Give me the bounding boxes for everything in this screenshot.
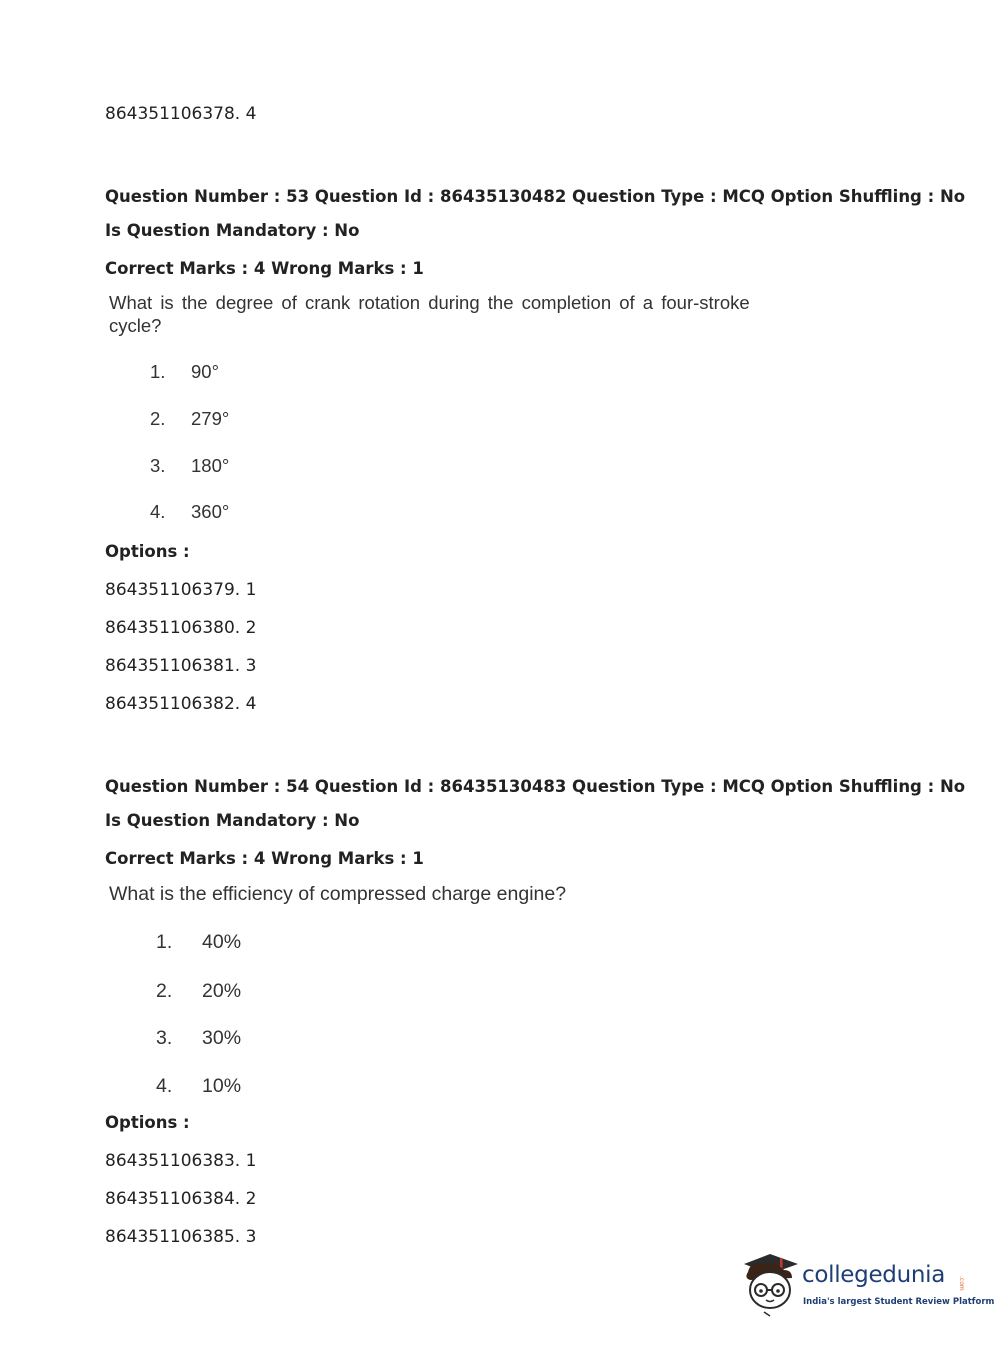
option-id: 864351106382. 4 bbox=[105, 694, 257, 714]
choice-item bbox=[156, 980, 241, 1003]
mascot-icon bbox=[740, 1248, 802, 1320]
option-id: 864351106379. 1 bbox=[105, 580, 257, 600]
question-text-line-1: What is the efficiency of compressed charge engine? bbox=[109, 883, 567, 905]
choice-item bbox=[156, 1027, 241, 1050]
choice-number: 3. bbox=[156, 1027, 173, 1049]
choice-text: 20% bbox=[202, 980, 242, 1002]
choice-text: 180° bbox=[191, 455, 230, 476]
question-marks-54: Correct Marks : 4 Wrong Marks : 1 bbox=[105, 849, 424, 868]
question-text-line-1: What is the degree of crank rotation during the completion of a four-stroke bbox=[109, 292, 750, 313]
question-header-53: Question Number : 53 Question Id : 86435130482 Question Type : MCQ Option Shuffling : No bbox=[105, 187, 966, 206]
question-mandatory-53: Is Question Mandatory : No bbox=[105, 221, 360, 240]
question-mandatory-54: Is Question Mandatory : No bbox=[105, 811, 360, 830]
choice-number: 4. bbox=[156, 1075, 173, 1097]
choice-item bbox=[156, 931, 241, 954]
choice-item bbox=[150, 408, 229, 430]
choice-text: 40% bbox=[202, 931, 242, 953]
choice-text: 279° bbox=[191, 408, 230, 429]
choice-text: 10% bbox=[202, 1075, 242, 1097]
option-id: 864351106384. 2 bbox=[105, 1189, 257, 1209]
choice-item bbox=[150, 501, 229, 523]
choice-item bbox=[150, 455, 229, 477]
choice-number: 2. bbox=[150, 408, 166, 429]
choice-number: 1. bbox=[156, 931, 173, 953]
question-text-54 bbox=[109, 883, 566, 906]
logo-tagline: India's largest Student Review Platform bbox=[803, 1297, 995, 1307]
logo-wordmark: collegedunia bbox=[802, 1262, 946, 1288]
question-text-53 bbox=[109, 291, 750, 337]
choice-number: 2. bbox=[156, 980, 173, 1002]
choice-number: 4. bbox=[150, 501, 166, 522]
option-id-prev: 864351106378. 4 bbox=[105, 104, 257, 124]
option-id: 864351106383. 1 bbox=[105, 1151, 257, 1171]
collegedunia-logo bbox=[740, 1248, 995, 1320]
options-label-54: Options : bbox=[105, 1113, 190, 1132]
choice-number: 3. bbox=[150, 455, 166, 476]
question-marks-53: Correct Marks : 4 Wrong Marks : 1 bbox=[105, 259, 424, 278]
choice-text: 90° bbox=[191, 361, 219, 382]
logo-suffix: .com bbox=[958, 1276, 965, 1291]
question-header-54: Question Number : 54 Question Id : 86435130483 Question Type : MCQ Option Shuffling : No bbox=[105, 777, 966, 796]
choice-text: 30% bbox=[202, 1027, 242, 1049]
question-text-line-2: cycle? bbox=[109, 315, 162, 336]
choice-text: 360° bbox=[191, 501, 230, 522]
choice-item bbox=[150, 361, 219, 383]
options-label-53: Options : bbox=[105, 542, 190, 561]
option-id: 864351106385. 3 bbox=[105, 1227, 257, 1247]
choice-number: 1. bbox=[150, 361, 166, 382]
option-id: 864351106381. 3 bbox=[105, 656, 257, 676]
option-id: 864351106380. 2 bbox=[105, 618, 257, 638]
choice-item bbox=[156, 1075, 241, 1098]
